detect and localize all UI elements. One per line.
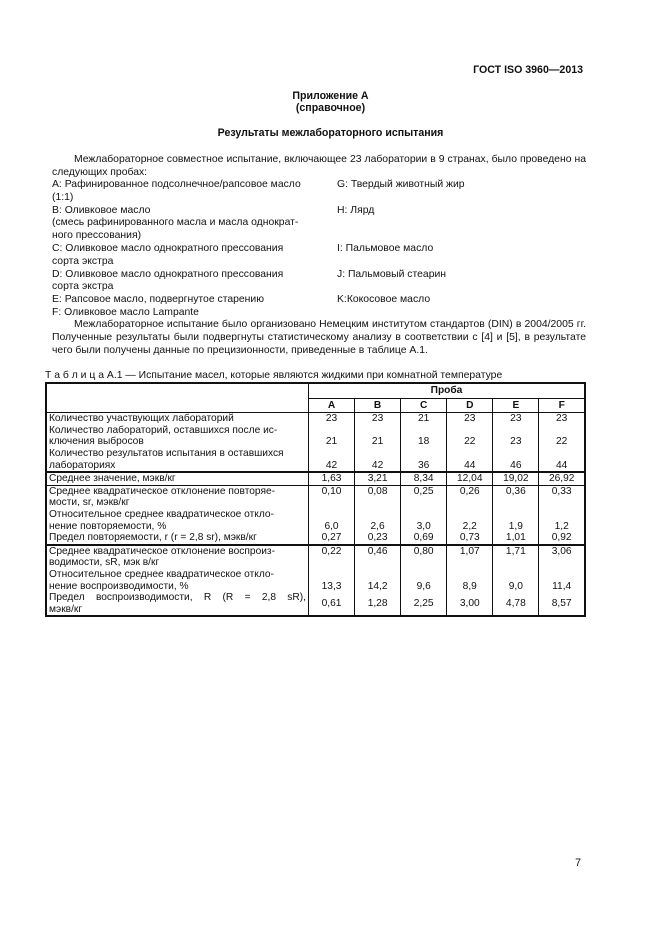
cell-value: 44 — [539, 448, 585, 472]
table-row — [46, 472, 585, 485]
cell-value: 22 — [447, 425, 493, 448]
cell-value: 21 — [401, 413, 447, 425]
cell-value: 2,25 — [401, 592, 447, 616]
row-label-line: Предел повторяемости, r (r = 2,8 sr), мэкв/кг — [49, 532, 257, 544]
intro-paragraph — [52, 154, 586, 180]
cell-value: 0,08 — [355, 485, 401, 509]
cell-value: 1,2 — [539, 509, 585, 532]
row-label-line: нение повторяемости, % — [49, 520, 167, 532]
cell-value: 0,80 — [401, 545, 447, 569]
row-label-line: лабораториях — [49, 459, 116, 471]
cell-value: 19,02 — [493, 472, 539, 485]
row-label-line: Относительное среднее квадратическое откло- — [49, 568, 274, 580]
cell-value: 23 — [539, 413, 585, 425]
row-label-line: Относительное среднее квадратическое откло- — [49, 508, 274, 520]
results-table — [45, 382, 586, 617]
sample-right: I: Пальмовое масло — [337, 242, 434, 254]
cell-value: 42 — [308, 448, 354, 472]
cell-value: 18 — [401, 425, 447, 448]
appendix-subtitle: (справочное) — [295, 102, 366, 114]
sample-line: сорта экстра — [52, 255, 114, 267]
row-label-line: мэкв/кг — [49, 603, 83, 615]
sample-left — [52, 307, 337, 320]
cell-value: 1,63 — [308, 472, 354, 485]
table-row — [46, 509, 585, 532]
row-label-line: Количество лабораторий, оставшихся после ис- — [49, 424, 278, 436]
table-body — [46, 413, 585, 617]
row-label-line: Предел воспроизводимости, R (R = 2,8 sR), — [49, 592, 306, 604]
row-label-line: Среднее значение, мэкв/кг — [49, 473, 176, 485]
table-row — [46, 425, 585, 448]
cell-value: 23 — [493, 413, 539, 425]
sample-right: G: Твердый животный жир — [337, 179, 465, 190]
cell-value: 23 — [308, 413, 354, 425]
table-row — [46, 592, 585, 616]
cell-value: 3,00 — [447, 592, 493, 616]
sample-left — [52, 179, 337, 205]
row-label — [46, 448, 308, 472]
cell-value: 0,92 — [539, 532, 585, 545]
cell-value: 23 — [493, 425, 539, 448]
sample-line: B: Оливковое масло — [52, 204, 151, 216]
sample-line: ного прессования) — [52, 230, 142, 242]
cell-value: 1,71 — [493, 545, 539, 569]
cell-value: 22 — [539, 425, 585, 448]
row-label — [46, 509, 308, 532]
sample-row — [52, 307, 586, 320]
cell-value: 12,04 — [447, 472, 493, 485]
outro-paragraph — [52, 319, 586, 357]
cell-value: 1,9 — [493, 509, 539, 532]
cell-value: 42 — [355, 448, 401, 472]
table-caption: Т а б л и ц а А.1 — Испытание масел, которые являются жидкими при комнатной температуре — [45, 370, 503, 381]
cell-value: 13,3 — [308, 569, 354, 592]
cell-value: 23 — [447, 413, 493, 425]
table-row — [46, 485, 585, 509]
table-row — [46, 532, 585, 545]
sample-left — [52, 269, 337, 295]
row-label — [46, 472, 308, 485]
cell-value: 9,6 — [401, 569, 447, 592]
sample-line: D: Оливковое масло однократного прессования — [52, 268, 284, 280]
sample-row — [52, 269, 586, 295]
row-label — [46, 425, 308, 448]
row-label — [46, 532, 308, 545]
sample-left — [52, 294, 337, 307]
row-label-line: водимости, sR, мэк в/кг — [49, 557, 160, 569]
table-row — [46, 448, 585, 472]
column-header: B — [355, 398, 401, 413]
sample-right: J: Пальмовый стеарин — [337, 268, 447, 280]
cell-value: 1,07 — [447, 545, 493, 569]
cell-value: 21 — [308, 425, 354, 448]
cell-value: 4,78 — [493, 592, 539, 616]
row-label-line: мости, sr, мэкв/кг — [49, 497, 130, 509]
cell-value: 0,36 — [493, 485, 539, 509]
cell-value: 8,57 — [539, 592, 585, 616]
sample-line: E: Рапсовое масло, подвергнутое старению — [52, 294, 265, 306]
cell-value: 8,34 — [401, 472, 447, 485]
sample-line: C: Оливковое масло однократного прессования — [52, 242, 284, 254]
page-number: 7 — [575, 857, 581, 869]
cell-value: 0,61 — [308, 592, 354, 616]
column-header: A — [308, 398, 354, 413]
cell-value: 11,4 — [539, 569, 585, 592]
table-row — [46, 569, 585, 592]
sample-line: F: Оливковое масло Lampante — [52, 306, 199, 318]
sample-row — [52, 205, 586, 243]
cell-value: 46 — [493, 448, 539, 472]
table-group-header: Проба — [308, 383, 585, 398]
cell-value: 0,26 — [447, 485, 493, 509]
cell-value: 1,28 — [355, 592, 401, 616]
sample-right: K:Кокосовое масло — [337, 294, 431, 306]
column-header: C — [401, 398, 447, 413]
cell-value: 21 — [355, 425, 401, 448]
standard-code: ГОСТ ISO 3960—2013 — [473, 64, 583, 76]
cell-value: 23 — [355, 413, 401, 425]
table-row — [46, 413, 585, 425]
cell-value: 0,73 — [447, 532, 493, 545]
cell-value: 2,2 — [447, 509, 493, 532]
row-label — [46, 569, 308, 592]
cell-value: 1,01 — [493, 532, 539, 545]
sample-line: сорта экстра — [52, 281, 114, 293]
cell-value: 44 — [447, 448, 493, 472]
cell-value: 0,23 — [355, 532, 401, 545]
row-label — [46, 545, 308, 569]
row-label — [46, 413, 308, 425]
samples-list — [52, 179, 586, 320]
section-title: Результаты межлабораторного испытания — [217, 127, 444, 139]
row-label-line: Количество участвующих лабораторий — [49, 413, 234, 425]
cell-value: 0,22 — [308, 545, 354, 569]
column-header: F — [539, 398, 585, 413]
sample-row — [52, 294, 586, 307]
row-label — [46, 592, 308, 616]
cell-value: 0,10 — [308, 485, 354, 509]
row-label-line: Среднее квадратическое отклонение воспроиз- — [49, 545, 275, 557]
column-header: D — [447, 398, 493, 413]
row-label — [46, 485, 308, 509]
sample-line: (смесь рафинированного масла и масла однократ- — [52, 217, 299, 229]
cell-value: 0,46 — [355, 545, 401, 569]
sample-left — [52, 243, 337, 269]
cell-value: 3,0 — [401, 509, 447, 532]
cell-value: 2,6 — [355, 509, 401, 532]
cell-value: 0,25 — [401, 485, 447, 509]
cell-value: 0,33 — [539, 485, 585, 509]
row-label-line: нение воспроизводимости, % — [49, 580, 189, 592]
cell-value: 26,92 — [539, 472, 585, 485]
cell-value: 0,69 — [401, 532, 447, 545]
appendix-title: Приложение А — [292, 90, 369, 102]
sample-line: (1:1) — [52, 191, 74, 203]
cell-value: 8,9 — [447, 569, 493, 592]
cell-value: 6,0 — [308, 509, 354, 532]
sample-line: A: Рафинированное подсолнечное/рапсовое масло — [52, 179, 301, 190]
cell-value: 0,27 — [308, 532, 354, 545]
cell-value: 3,06 — [539, 545, 585, 569]
column-header: E — [493, 398, 539, 413]
appendix-heading — [0, 90, 661, 114]
cell-value: 14,2 — [355, 569, 401, 592]
table-row — [46, 545, 585, 569]
cell-value: 36 — [401, 448, 447, 472]
sample-right: H: Лярд — [337, 204, 375, 216]
outro-text: Межлабораторное испытание было организовано Немецким институтом стандартов (DIN) в 2004/2005 гг. Полученные результаты были подвергнуты статистическому анализу в соответствии с [4] и [5], в результате чего были получены данные по прецизионности, приведенные в таблице А.1. — [52, 319, 586, 356]
intro-text: Межлабораторное совместное испытание, включающее 23 лаборатории в 9 странах, было проведено на следующих пробах: — [52, 154, 586, 178]
row-label-line: Среднее квадратическое отклонение повторяе- — [49, 485, 276, 497]
sample-left — [52, 205, 337, 243]
row-label-line: ключения выбросов — [49, 436, 144, 448]
sample-row — [52, 179, 586, 205]
table-header-empty — [46, 383, 308, 413]
row-label-line: Количество результатов испытания в оставшихся — [49, 447, 284, 459]
sample-row — [52, 243, 586, 269]
cell-value: 9,0 — [493, 569, 539, 592]
cell-value: 3,21 — [355, 472, 401, 485]
